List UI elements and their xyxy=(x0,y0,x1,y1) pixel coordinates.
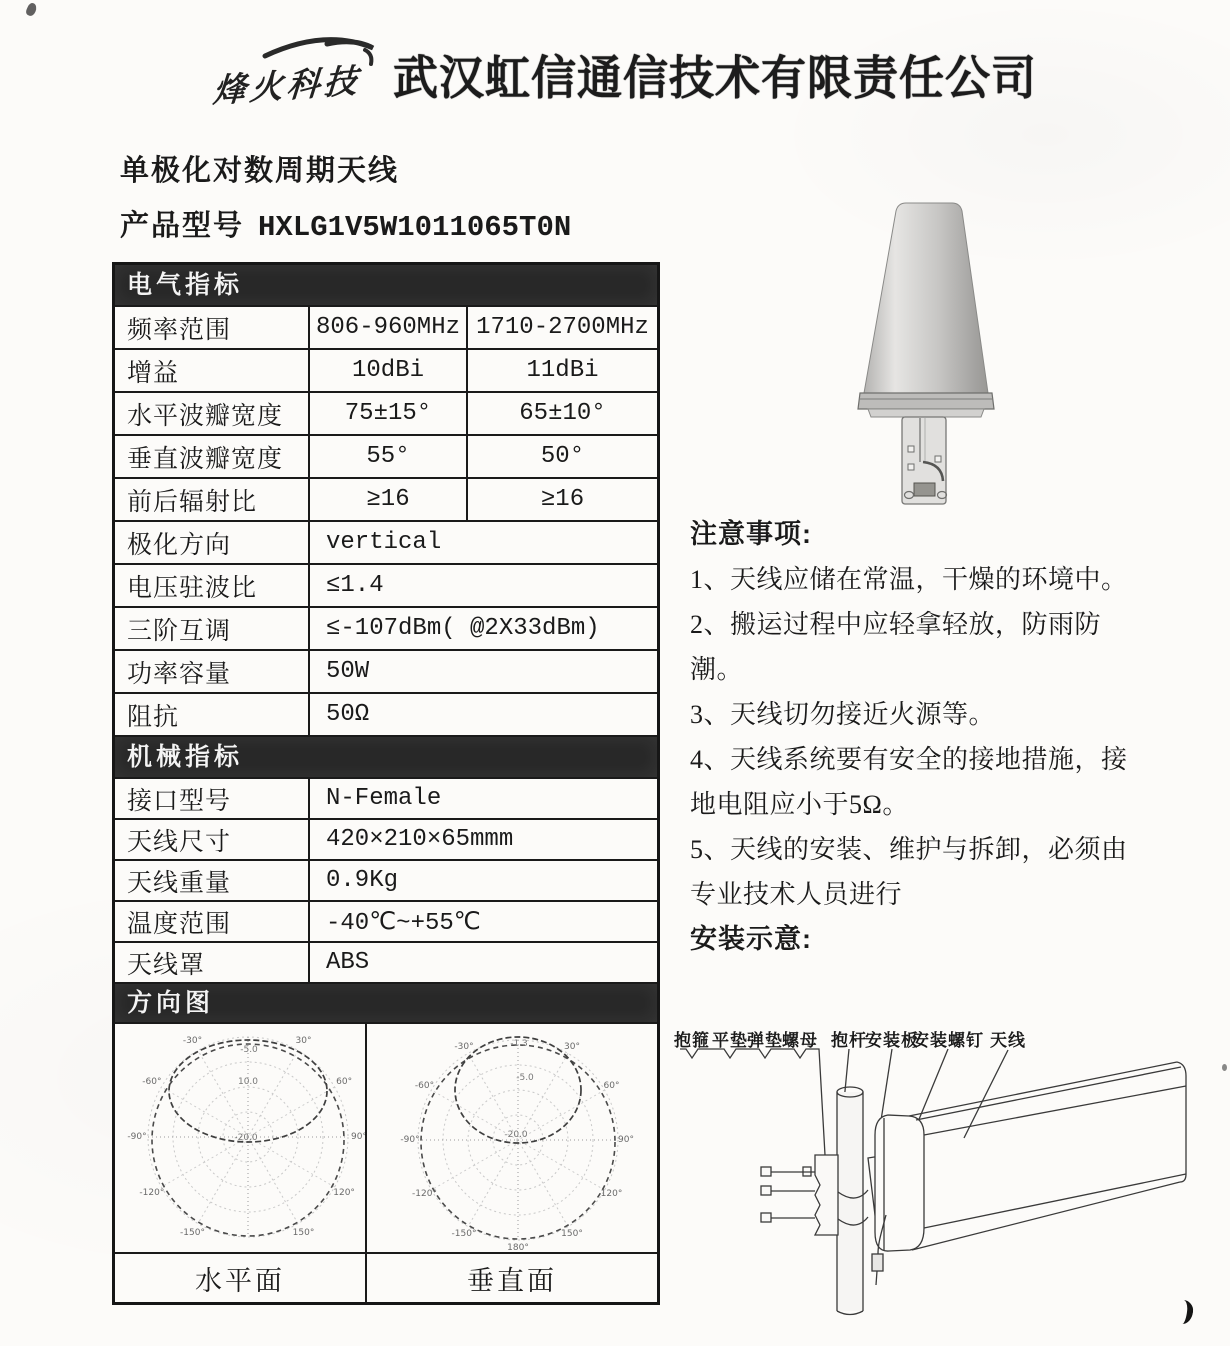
section-header-pattern: 方向图 xyxy=(115,982,657,1022)
row-label: 三阶互调 xyxy=(127,617,232,645)
polar-angle-label: -90° xyxy=(400,1135,420,1145)
polar-radial-label: -5.0 xyxy=(240,1045,258,1055)
polar-angle-label: 60° xyxy=(336,1076,353,1087)
table-row xyxy=(115,900,657,941)
polar-angle-label: -120° xyxy=(412,1189,437,1199)
polar-angle-label: -150° xyxy=(451,1228,477,1239)
polar-radial-label: -20.0 xyxy=(234,1133,258,1143)
note-item: 5、天线的安装、维护与拆卸，必须由专业技术人员进行 xyxy=(690,835,1128,909)
polar-angle-label: 30° xyxy=(295,1035,312,1046)
install-label-clamp: 抱箍 xyxy=(674,1031,710,1050)
doc-title: 单极化对数周期天线 xyxy=(120,155,400,187)
table-row xyxy=(115,477,657,520)
polar-angle-label: -60° xyxy=(142,1076,162,1087)
row-label: 水平波瓣宽度 xyxy=(127,402,284,430)
polar-angle-label: -60° xyxy=(414,1081,435,1091)
polar-angle-label: -120° xyxy=(139,1187,165,1198)
pattern-captions xyxy=(115,1252,657,1302)
row-label: 极化方向 xyxy=(127,531,232,559)
install-label-nut: 螺母 xyxy=(782,1031,818,1050)
note-item: 3、天线切勿接近火源等。 xyxy=(690,700,996,729)
row-value-2: ≥16 xyxy=(466,479,657,520)
row-label: 天线尺寸 xyxy=(127,828,232,856)
row-value: 50W xyxy=(308,651,657,692)
row-label: 天线罩 xyxy=(127,951,206,979)
polar-angle-label: -30° xyxy=(182,1035,203,1046)
section-header-mechanical: 机械指标 xyxy=(115,735,657,777)
row-value-2: 65±10° xyxy=(466,393,657,434)
polar-angle-label: -30° xyxy=(454,1041,474,1052)
polar-radial-label: 10.0 xyxy=(237,1077,259,1087)
table-row xyxy=(115,563,657,606)
row-label: 增益 xyxy=(127,359,180,387)
table-row xyxy=(115,692,657,735)
polar-radial-label: -20.0 xyxy=(504,1130,528,1140)
scan-artifact-top-left xyxy=(25,2,39,18)
table-row xyxy=(115,520,657,563)
antenna-product-image xyxy=(848,196,1008,508)
row-value: ABS xyxy=(308,943,657,982)
company-logo xyxy=(205,34,383,111)
table-row xyxy=(115,859,657,900)
pattern-plots xyxy=(115,1022,657,1252)
note-item: 4、天线系统要有安全的接地措施，接地电阻应小于5Ω。 xyxy=(690,745,1128,819)
model-value: HXLG1V5W1011065T0N xyxy=(258,211,572,244)
install-diagram-drawing xyxy=(672,1022,1220,1346)
polar-angle-label: 150° xyxy=(561,1228,583,1239)
row-label: 阻抗 xyxy=(127,703,180,731)
company-name: 武汉虹信通信技术有限责任公司 xyxy=(393,51,1038,105)
caption-horizontal-plane: 水平面 xyxy=(195,1265,285,1296)
table-row xyxy=(115,649,657,692)
polar-angle-label: 60° xyxy=(603,1081,620,1091)
polar-angle-label: 180° xyxy=(507,1243,529,1253)
row-label: 接口型号 xyxy=(127,787,232,815)
product-model-line xyxy=(120,203,571,244)
polar-angle-label: -150° xyxy=(180,1228,205,1239)
table-row xyxy=(115,305,657,348)
row-value-2: 50° xyxy=(466,436,657,477)
install-title: 安装示意: xyxy=(690,924,812,954)
polar-plot-horizontal xyxy=(115,1024,365,1252)
install-label-antenna: 天线 xyxy=(990,1031,1026,1050)
row-value: 0.9Kg xyxy=(308,861,657,900)
row-label: 垂直波瓣宽度 xyxy=(127,445,284,473)
note-item: 1、天线应储在常温，干燥的环境中。 xyxy=(690,565,1128,594)
row-value-1: ≥16 xyxy=(308,479,466,520)
row-value: N-Female xyxy=(308,779,657,818)
caption-vertical-plane: 垂直面 xyxy=(365,1254,657,1302)
polar-radial-label: -1.3 xyxy=(510,1039,528,1049)
model-label: 产品型号 xyxy=(120,210,245,242)
section-header-electrical: 电气指标 xyxy=(115,265,657,305)
polar-plot-vertical xyxy=(365,1024,657,1252)
spec-table xyxy=(112,262,660,1305)
row-label: 功率容量 xyxy=(127,660,232,688)
row-label: 频率范围 xyxy=(127,316,232,344)
notes-block xyxy=(690,512,1152,962)
table-row xyxy=(115,434,657,477)
table-row xyxy=(115,391,657,434)
install-label-mount-screw: 安装螺钉 xyxy=(912,1031,984,1050)
polar-angle-label: 120° xyxy=(333,1187,355,1198)
row-label: 电压驻波比 xyxy=(127,574,258,602)
row-value-2: 11dBi xyxy=(466,350,657,391)
row-label: 前后辐射比 xyxy=(127,488,258,516)
note-item: 2、搬运过程中应轻拿轻放，防雨防潮。 xyxy=(690,610,1102,684)
table-row xyxy=(115,348,657,391)
table-row xyxy=(115,606,657,649)
polar-angle-label: 90° xyxy=(618,1135,634,1145)
row-value: vertical xyxy=(308,522,657,563)
row-value: ≤1.4 xyxy=(308,565,657,606)
install-label-spring-washer: 弹垫 xyxy=(747,1031,783,1050)
row-value-1: 806-960MHz xyxy=(308,307,466,348)
row-value: ≤-107dBm( @2X33dBm) xyxy=(308,608,657,649)
install-label-pole: 抱杆 xyxy=(831,1031,867,1050)
row-value: 420×210×65mmm xyxy=(308,820,657,859)
table-row xyxy=(115,777,657,818)
row-value: -40℃~+55℃ xyxy=(308,902,657,941)
notes-title: 注意事项: xyxy=(690,519,812,549)
row-value-2: 1710-2700MHz xyxy=(466,307,657,348)
polar-chart-horizontal xyxy=(115,1024,365,1252)
table-row xyxy=(115,941,657,982)
row-value-1: 75±15° xyxy=(308,393,466,434)
polar-angle-label: -90° xyxy=(127,1132,147,1142)
row-label: 温度范围 xyxy=(127,910,232,938)
row-value-1: 55° xyxy=(308,436,466,477)
polar-angle-label: 150° xyxy=(292,1228,315,1239)
polar-angle-label: 90° xyxy=(351,1132,367,1142)
row-value: 50Ω xyxy=(308,694,657,735)
polar-chart-vertical xyxy=(367,1024,657,1252)
scan-artifact-right-edge xyxy=(1222,1064,1227,1071)
row-value-1: 10dBi xyxy=(308,350,466,391)
logo-text: 烽火科技 xyxy=(211,60,363,111)
header xyxy=(205,34,1038,111)
install-label-flat-washer: 平垫 xyxy=(712,1031,748,1050)
table-row xyxy=(115,818,657,859)
row-label: 天线重量 xyxy=(127,869,232,897)
install-diagram xyxy=(672,1022,1220,1346)
polar-angle-label: 30° xyxy=(564,1041,580,1052)
install-label-mount-plate: 安装板 xyxy=(865,1031,919,1050)
polar-radial-label: -5.0 xyxy=(516,1073,534,1083)
polar-angle-label: 120° xyxy=(600,1189,623,1199)
